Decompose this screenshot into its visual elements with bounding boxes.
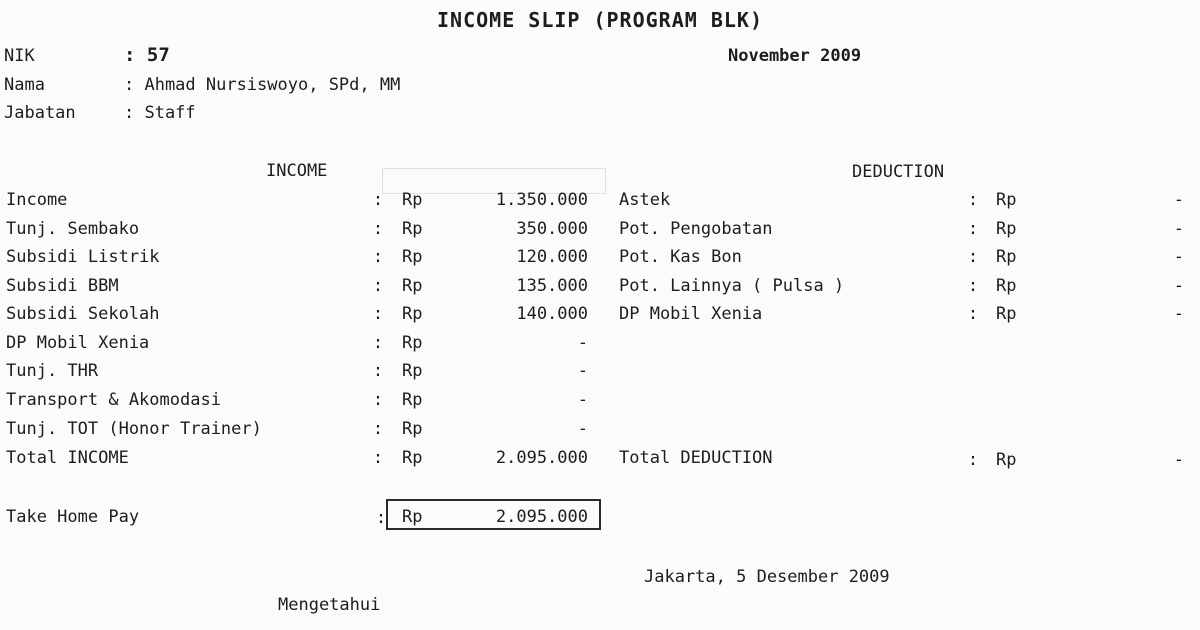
income-row-sep: : [372, 361, 384, 381]
acknowledged-label: Mengetahui [278, 595, 381, 615]
slip-period: November 2009 [728, 46, 862, 66]
total-income-amount: 2.095.000 [495, 448, 588, 468]
take-home-amount: 2.095.000 [495, 507, 588, 527]
income-heading: INCOME [266, 161, 328, 181]
income-row-amount: - [577, 390, 588, 410]
income-row-sep: : [372, 219, 384, 239]
income-row-sep: : [372, 276, 384, 296]
deduction-row-label: Pot. Lainnya ( Pulsa ) [619, 276, 845, 296]
income-row-label: Subsidi Sekolah [6, 304, 160, 324]
nama-value: : Ahmad Nursiswoyo, SPd, MM [124, 75, 401, 95]
deduction-row-amount: - [1173, 190, 1184, 210]
deduction-row-label: Pot. Kas Bon [619, 247, 742, 267]
income-row-sep: : [372, 333, 384, 353]
deduction-row-currency: Rp [996, 247, 1017, 267]
income-row-sep: : [372, 304, 384, 324]
income-row-amount: 120.000 [516, 247, 588, 267]
income-row-sep: : [372, 190, 384, 210]
deduction-row-sep: : [967, 219, 979, 239]
deduction-row-currency: Rp [996, 304, 1017, 324]
deduction-row-amount: - [1173, 219, 1184, 239]
take-home-sep: : [375, 508, 387, 528]
nama-label: Nama [4, 75, 45, 95]
total-deduction-label: Total DEDUCTION [619, 448, 773, 468]
deduction-row-sep: : [967, 304, 979, 324]
income-row-currency: Rp [402, 219, 423, 239]
slip-title: INCOME SLIP (PROGRAM BLK) [436, 8, 764, 32]
deduction-row-amount: - [1173, 304, 1184, 324]
total-income-sep: : [372, 448, 384, 468]
income-row-label: Income [6, 190, 68, 210]
income-row-amount: - [577, 333, 588, 353]
deduction-row-label: Pot. Pengobatan [619, 219, 773, 239]
income-row-currency: Rp [402, 276, 423, 296]
jabatan-value: : Staff [124, 103, 196, 123]
income-row-amount: 1.350.000 [495, 190, 588, 210]
place-date: Jakarta, 5 Desember 2009 [644, 567, 890, 587]
income-row-currency: Rp [402, 304, 423, 324]
income-row-label: Transport & Akomodasi [6, 390, 221, 410]
income-row-amount: - [577, 419, 588, 439]
jabatan-label: Jabatan [4, 103, 76, 123]
income-row-label: Tunj. TOT (Honor Trainer) [6, 419, 262, 439]
income-row-label: Subsidi BBM [6, 276, 119, 296]
total-income-currency: Rp [402, 448, 423, 468]
nik-value: : 57 [124, 44, 170, 66]
income-row-currency: Rp [402, 390, 423, 410]
deduction-row-currency: Rp [996, 190, 1017, 210]
take-home-label: Take Home Pay [6, 507, 140, 527]
deduction-row-amount: - [1173, 247, 1184, 267]
nik-label: NIK [4, 46, 35, 66]
income-row-amount: 350.000 [516, 219, 588, 239]
deduction-row-sep: : [967, 190, 979, 210]
deduction-row-amount: - [1173, 276, 1184, 296]
income-row-amount: 140.000 [516, 304, 588, 324]
take-home-currency: Rp [402, 507, 423, 527]
deduction-heading: DEDUCTION [852, 162, 945, 182]
income-row-sep: : [372, 247, 384, 267]
total-deduction-sep: : [967, 450, 979, 470]
income-row-amount: 135.000 [516, 276, 588, 296]
income-row-currency: Rp [402, 190, 423, 210]
deduction-row-label: DP Mobil Xenia [619, 304, 763, 324]
income-row-label: Tunj. THR [6, 361, 99, 381]
deduction-row-currency: Rp [996, 276, 1017, 296]
income-row-currency: Rp [402, 419, 423, 439]
income-row-currency: Rp [402, 361, 423, 381]
income-row-currency: Rp [402, 247, 423, 267]
deduction-row-label: Astek [619, 190, 671, 210]
deduction-row-currency: Rp [996, 219, 1017, 239]
income-row-label: Subsidi Listrik [6, 247, 160, 267]
income-row-sep: : [372, 390, 384, 410]
income-row-label: DP Mobil Xenia [6, 333, 150, 353]
total-income-label: Total INCOME [6, 448, 129, 468]
total-deduction-currency: Rp [996, 450, 1017, 470]
total-deduction-amount: - [1173, 450, 1184, 470]
deduction-row-sep: : [967, 247, 979, 267]
income-row-sep: : [372, 419, 384, 439]
income-row-amount: - [577, 361, 588, 381]
income-row-currency: Rp [402, 333, 423, 353]
income-row-label: Tunj. Sembako [6, 219, 140, 239]
deduction-row-sep: : [967, 276, 979, 296]
